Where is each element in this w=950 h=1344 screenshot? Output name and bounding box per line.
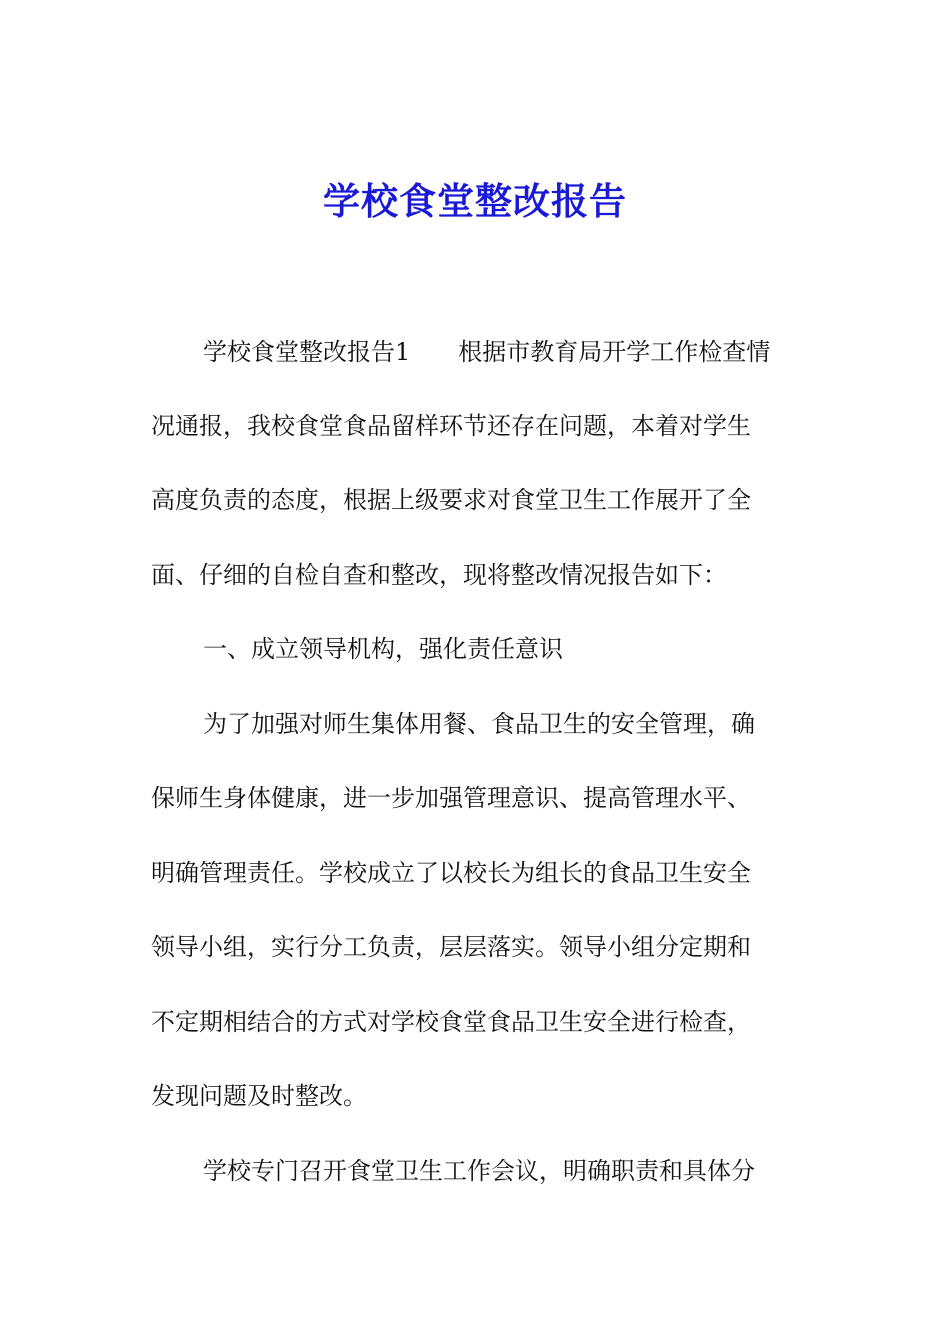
paragraph-line-8: 领导小组，实行分工负责，层层落实。领导小组分定期和 [151, 933, 751, 961]
paragraph-line-9: 不定期相结合的方式对学校食堂食品卫生安全进行检查， [151, 1008, 751, 1036]
section-heading: 一、成立领导机构，强化责任意识 [203, 635, 563, 663]
paragraph-line-1: 学校食堂整改报告1 根据市教育局开学工作检查情 [203, 338, 771, 366]
paragraph-line-5: 为了加强对师生集体用餐、食品卫生的安全管理，确 [203, 710, 755, 738]
paragraph-line-3: 高度负责的态度，根据上级要求对食堂卫生工作展开了全 [151, 486, 751, 514]
paragraph-line-4: 面、仔细的自检自查和整改，现将整改情况报告如下： [151, 561, 727, 589]
paragraph-line-6: 保师生身体健康，进一步加强管理意识、提高管理水平、 [151, 784, 751, 812]
paragraph-line-2: 况通报，我校食堂食品留样环节还存在问题，本着对学生 [151, 412, 751, 440]
paragraph-line-10: 发现问题及时整改。 [151, 1082, 367, 1110]
paragraph-line-7: 明确管理责任。学校成立了以校长为组长的食品卫生安全 [151, 859, 751, 887]
paragraph-line-11: 学校专门召开食堂卫生工作会议，明确职责和具体分 [203, 1157, 755, 1185]
document-title: 学校食堂整改报告 [323, 180, 627, 223]
